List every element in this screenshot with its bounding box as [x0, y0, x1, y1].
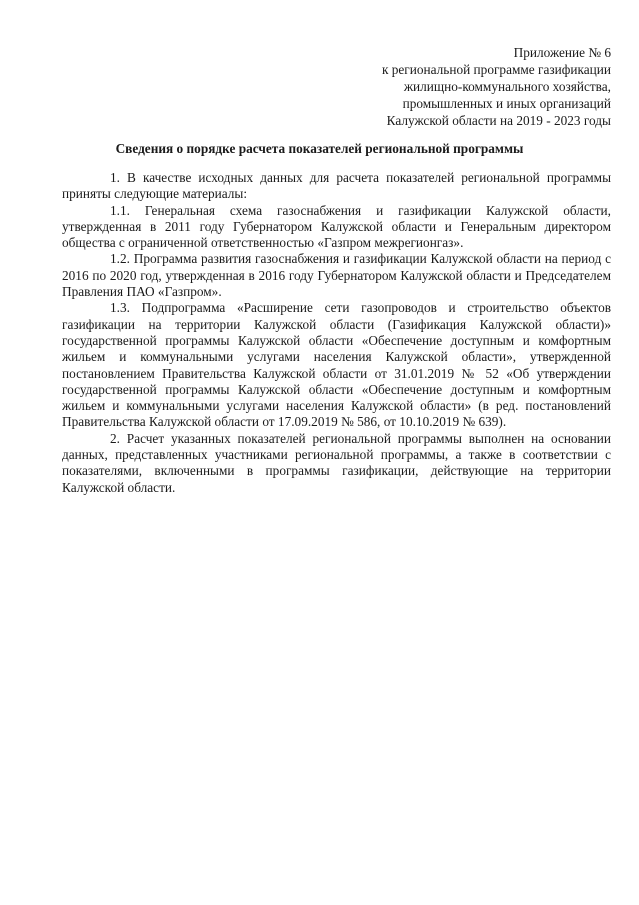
- appendix-subtitle-line-2: жилищно-коммунального хозяйства,: [403, 79, 611, 94]
- paragraph-2: 2. Расчет указанных показателей региональной программы выполнен на основании данных, представленных участниками региональной программы, а также в соответствии с показателями, включенными в программы газификации, действующие на территории Калужской области.: [62, 430, 611, 495]
- appendix-subtitle-line-3: промышленных и иных организаций: [402, 96, 611, 111]
- document-title: Сведения о порядке расчета показателей региональной программы: [115, 141, 524, 156]
- appendix-subtitle-line-4: Калужской области на 2019 - 2023 годы: [386, 113, 611, 128]
- appendix-header: [311, 44, 611, 129]
- paragraph-1: 1. В качестве исходных данных для расчета показателей региональной программы приняты следующие материалы:: [62, 170, 611, 202]
- document-body: [62, 170, 611, 496]
- paragraph-1-2: 1.2. Программа развития газоснабжения и газификации Калужской области на период с 2016 по 2020 год, утвержденная в 2016 году Губернатором Калужской области и Председателем Правления ПАО «Газпром».: [62, 251, 611, 300]
- appendix-subtitle-line-1: к региональной программе газификации: [381, 62, 611, 77]
- appendix-number: Приложение № 6: [513, 45, 611, 60]
- paragraph-1-1: 1.1. Генеральная схема газоснабжения и газификации Калужской области, утвержденная в 2011 году Губернатором Калужской области и Генеральным директором общества с ограниченной ответственностью «Газпром межрегионгаз».: [62, 202, 611, 251]
- paragraph-1-3: 1.3. Подпрограмма «Расширение сети газопроводов и строительство объектов газификации на территории Калужской области (Газификация Калужской области)» государственной программы Калужской области «Обеспечение доступным и комфортным жильем и коммунальными услугами населения Калужской области», утвержденной постановлением Правительства Калужской области от 31.01.2019 № 52 «Об утверждении государственной программы Калужской области «Обеспечение доступным и комфортным жильем и коммунальными услугами населения Калужской области» (в ред. постановлений Правительства Калужской области от 17.09.2019 № 586, от 10.10.2019 № 639).: [62, 300, 611, 430]
